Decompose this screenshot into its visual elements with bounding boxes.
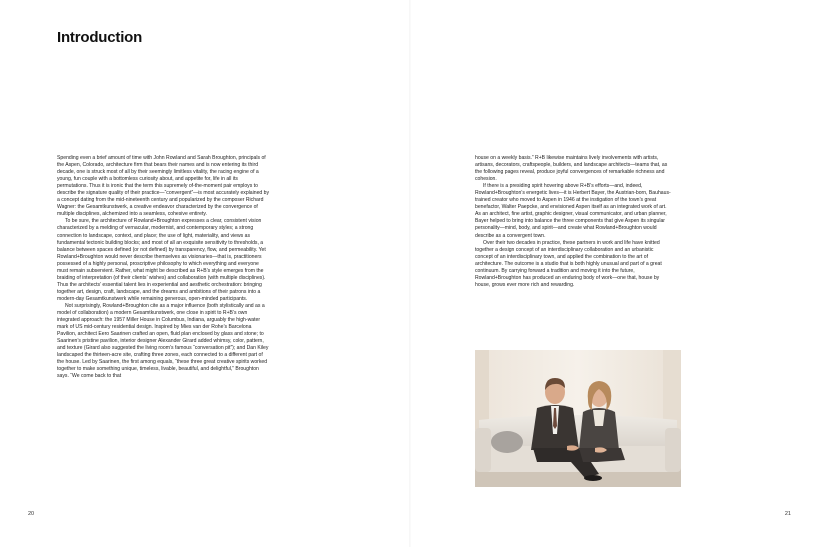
man-shoe [584, 475, 602, 481]
woman-top [593, 410, 605, 426]
page-number-left: 20 [28, 511, 35, 517]
throw-pillow [491, 431, 523, 453]
right-text-column [475, 155, 671, 289]
wall-panel-left [475, 350, 489, 430]
paragraph: If there is a presiding spirit hovering above R+B’s efforts—and, indeed, Rowland+Broughton’s energetic lives—it is Herbert Bayer, the Austrian-born, Bauhaus-trained creator who moved to Aspen in 1946 at the instigation of the town’s great benefactor, Walter Paepcke, and envisioned Aspen itself as an integrated work of art. As an architect, fine artist, graphic designer, visual communicator, and urban planner, Bayer helped to bring into balance the three components that give Aspen its singular personality—mind, body, and spirit—and create what Rowland+Broughton would describe as a convergent town. [475, 183, 671, 239]
paragraph: Spending even a brief amount of time with John Rowland and Sarah Broughton, principals of the Aspen, Colorado, architecture firm that bears their names and is now entering its third decade, one is struck most of all by their seemingly limitless vitality, the racing engine of a young, fun couple with a bottomless curiosity about, and appetite for, life in all its permutations. Thus it is ironic that the term this supremely of-the-moment pair employs to describe the signature quality of their practice—“convergent”—is most accurately explained by a concept dating from the mid-nineteenth century and popularized by the composer Richard Wagner: the Gesamtkunstwerk, a creative endeavor characterized by the convergence of multiple disciplines, alchemized into a seamless, cohesive entirety. [57, 155, 270, 218]
portrait-illustration [475, 350, 681, 487]
page-title: Introduction [57, 29, 143, 46]
page-number-right: 21 [784, 511, 791, 517]
paragraph: house on a weekly basis.” R+B likewise maintains lively involvements with artists, artisans, decorators, craftspeople, builders, and landscape architects—teams that, as the following pages reveal, produce joyful convergences of remarkable richness and cohesion. [475, 155, 668, 183]
right-page [410, 0, 820, 547]
paragraph: To be sure, the architecture of Rowland+Broughton expresses a clear, consistent vision characterized by a melding of vernacular, modernist, and contemporary styles; a strong connection to landscape, context, and place; the use of light, materiality, and views as fundamental tectonic building blocks; and most of all an exquisite sensitivity to thresholds, a balance between spaces defined (or not defined) by transparency, flow, and permeability. Yet Rowland+Broughton would never describe themselves as visionaries—that is, practitioners possessed of a highly personal, proscriptive philosophy to which everything and everyone must remain subservient. Rather, what might be described as R+B’s style emerges from the braiding of interpretation (of their clients’ wishes) and collaboration (with multiple disciplines). Thus the architects’ essential talent lies in experiential and aesthetic orchestration: bringing together art, design, craft, landscape, and the dreams and ambitions of their patrons into a modern-day Gesamtkunstwerk while remaining generous, open-minded participants. [57, 218, 266, 302]
portrait-photo [475, 350, 681, 487]
sofa-arm-right [665, 428, 681, 472]
paragraph: Not surprisingly, Rowland+Broughton cite as a major influence (both stylistically and as a model of collaboration) a modern Gesamtkunstwerk, one close in spirit to R+B’s own integrated approach: the 1957 Miller House in Columbus, Indiana, arguably the high-water mark of US mid-century residential design. Inspired by Mies van der Rohe’s Barcelona Pavilion, architect Eero Saarinen crafted an open, fluid plan enclosed by glass and stone; to Saarinen’s pristine pavilion, interior designer Alexander Girard added whimsy, color, pattern, and texture (Girard also suggested the living room’s famous “conversation pit”); and Dan Kiley landscaped the thirteen-acre site, crafting three zones, each connected to a different part of the house. Led by Saarinen, the first among equals, “these three great creative spirits worked together to make something unique, timeless, livable, beautiful, and delightful,” Broughton says. “We come back to that [57, 302, 269, 380]
sofa-arm-left [475, 428, 491, 472]
wall-panel-right [663, 350, 681, 430]
left-text-column [57, 155, 270, 381]
paragraph: Over their two decades in practice, these partners in work and life have knitted together a design concept of an interdisciplinary collaboration and an urbanistic concept of an interdisciplinary town, and applied the combination to the art of architecture. The outcome is a studio that is both highly unusual and part of a great continuum. By carrying forward a tradition and moving it into the future, Rowland+Broughton has produced an enduring body of work—one that, house by house, grows ever more rich and rewarding. [475, 239, 662, 288]
